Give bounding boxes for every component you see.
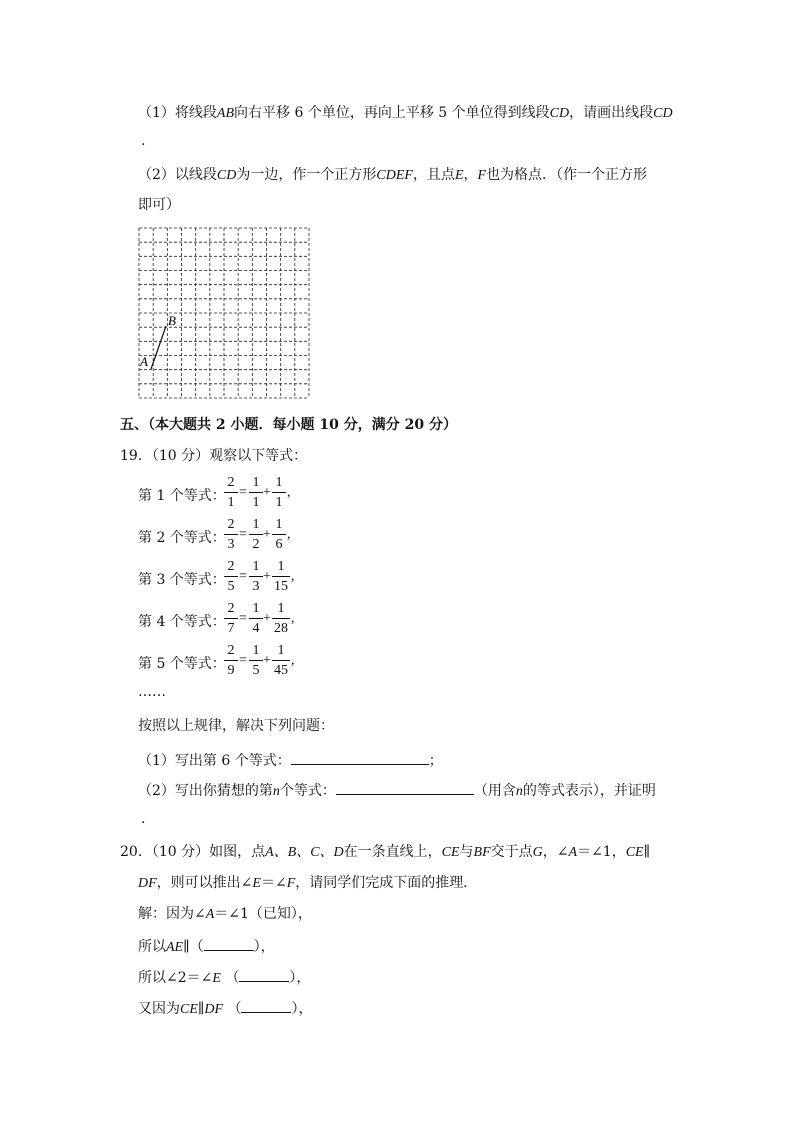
q20-line2 [138, 874, 477, 893]
numerator: 2 [227, 517, 235, 532]
lhs-fraction [224, 516, 238, 553]
point-g: G [532, 845, 543, 860]
comma: , [287, 527, 291, 542]
denominator: 45 [274, 663, 288, 678]
denominator: 7 [227, 621, 235, 636]
text: 所以 [138, 939, 166, 955]
q19-instruction: 按照以上规律，解决下列问题： [138, 718, 334, 734]
q18-part2 [138, 166, 647, 185]
section-5-title: 五、（本大题共 2 小题．每小题 10 分，满分 20 分） [120, 417, 457, 433]
text: 的等式表示），并证明 [522, 783, 656, 799]
segment-cd: CD [653, 106, 673, 121]
plus-sign: + [263, 485, 271, 500]
segment-df: DF [204, 1002, 224, 1017]
numerator: 1 [277, 643, 285, 658]
numerator: 1 [252, 559, 260, 574]
denominator: 5 [227, 579, 235, 594]
text: ，请同学们完成下面的推理． [295, 875, 478, 891]
fraction-bar [224, 576, 238, 577]
denominator: 6 [275, 537, 283, 552]
text: 个等式： [279, 783, 336, 799]
fraction-a [249, 558, 263, 595]
fraction-bar [272, 576, 290, 577]
fraction-b [272, 600, 290, 637]
parallel-symbol: ∥ [643, 844, 651, 860]
point-b-label: B [168, 313, 176, 328]
denominator: 28 [274, 621, 288, 636]
text: ）， [289, 970, 311, 986]
fraction-b [272, 558, 290, 595]
equals-sign: = [239, 569, 247, 584]
denominator: 1 [275, 495, 283, 510]
equation-1 [138, 474, 318, 514]
text: 在一条直线上， [343, 844, 442, 860]
text: ∥（ [183, 939, 204, 955]
text: ＝∠1（已知）， [214, 906, 312, 922]
fraction-a [249, 600, 263, 637]
equals-sign: = [239, 527, 247, 542]
equation-label: 第 1 个等式： [138, 488, 226, 504]
text: ，请画出线段 [569, 105, 654, 121]
q19-sub1 [138, 750, 443, 770]
comma: , [291, 569, 295, 584]
equation-3 [138, 558, 318, 598]
numerator: 1 [252, 643, 260, 658]
fraction-bar [249, 492, 263, 493]
text: （1）将线段 [138, 105, 217, 121]
angle-a: A [205, 907, 215, 922]
fraction-bar [272, 660, 290, 661]
fraction-bar [249, 660, 263, 661]
var-n: n [515, 784, 523, 799]
q18-part1 [138, 104, 673, 123]
denominator: 1 [227, 495, 235, 510]
text: 为一边，作一个正方形 [236, 167, 377, 183]
answer-blank-6th-equation[interactable] [291, 750, 429, 765]
segment-cd: CD [216, 168, 237, 183]
text: ； [428, 753, 443, 769]
equals-sign: = [239, 653, 247, 668]
lhs-fraction [224, 600, 238, 637]
q19-sub2 [138, 780, 656, 801]
comma: , [291, 653, 295, 668]
q19-ellipsis: …… [138, 684, 166, 700]
lhs-fraction [224, 558, 238, 595]
denominator: 9 [227, 663, 235, 678]
text: ， [463, 167, 478, 183]
text: （ [225, 970, 240, 986]
answer-blank-step2[interactable] [204, 936, 254, 951]
plus-sign: + [263, 569, 271, 584]
text: ＝∠1， [577, 844, 626, 860]
denominator: 3 [252, 579, 260, 594]
equals-sign: = [239, 611, 247, 626]
text: ＝∠ [260, 875, 287, 891]
denominator: 5 [252, 663, 260, 678]
denominator: 4 [252, 621, 260, 636]
segment-ab-line [151, 326, 166, 369]
segment-bf: BF [473, 845, 491, 860]
text: ，则可以推出∠ [156, 875, 253, 891]
numerator: 1 [275, 517, 283, 532]
equation-label: 第 5 个等式： [138, 656, 226, 672]
plus-sign: + [263, 653, 271, 668]
text: （ [227, 1001, 242, 1017]
text: 也为格点．（作一个正方形 [486, 167, 648, 183]
text: 与 [459, 844, 474, 860]
fraction-bar [224, 660, 238, 661]
fraction-bar [272, 492, 286, 493]
comma: , [291, 611, 295, 626]
q19-sub2-dot: . [141, 811, 146, 827]
plus-sign: + [263, 611, 271, 626]
angle-a: A [568, 845, 578, 860]
numerator: 2 [227, 643, 235, 658]
segment-ce: CE [180, 1002, 198, 1017]
point-e: E [454, 168, 464, 183]
square-cdef: CDEF [376, 168, 413, 183]
lhs-fraction [224, 642, 238, 679]
angle-e: E [212, 971, 221, 986]
numerator: 2 [227, 601, 235, 616]
text: ，且点 [412, 167, 455, 183]
equation-5 [138, 642, 318, 682]
fraction-bar [272, 534, 286, 535]
text: （2）写出你猜想的第 [138, 783, 273, 799]
plus-sign: + [263, 527, 271, 542]
equation-2 [138, 516, 318, 556]
segment-df: DF [138, 876, 157, 891]
var-n: n [272, 784, 280, 799]
text: （用含 [473, 783, 516, 799]
q18-part1-dot: . [141, 133, 146, 149]
fraction-bar [224, 534, 238, 535]
fraction-b [272, 642, 290, 679]
point-a-label: A [140, 354, 148, 369]
text: （1）写出第 6 个等式： [138, 753, 291, 769]
denominator: 1 [252, 495, 260, 510]
answer-blank-nth-equation[interactable] [336, 780, 474, 795]
equation-4 [138, 600, 318, 640]
segment-ab: AB [216, 106, 235, 121]
segment-ce: CE [441, 845, 460, 860]
segment-ce: CE [625, 845, 644, 860]
fraction-bar [272, 618, 290, 619]
fraction-b [272, 516, 286, 553]
text: ∥ [197, 1001, 205, 1017]
fraction-bar [249, 534, 263, 535]
q19-stem: 19．（10 分）观察以下等式： [120, 448, 308, 464]
grid-figure [138, 227, 310, 399]
text: ，∠ [542, 844, 569, 860]
equation-label: 第 2 个等式： [138, 530, 226, 546]
answer-blank-step3[interactable] [239, 967, 289, 982]
q20-step4 [138, 998, 312, 1019]
numerator: 1 [277, 559, 285, 574]
text: ）， [253, 939, 275, 955]
numerator: 2 [227, 559, 235, 574]
fraction-bar [249, 576, 263, 577]
text: 解：因为∠ [138, 906, 206, 922]
equation-label: 第 3 个等式： [138, 572, 226, 588]
lhs-fraction [224, 474, 238, 511]
comma: , [287, 485, 291, 500]
equation-label: 第 4 个等式： [138, 614, 226, 630]
q20-step2 [138, 936, 275, 957]
text: 交于点 [490, 844, 533, 860]
numerator: 1 [275, 475, 283, 490]
q20-step3 [138, 967, 310, 988]
q20-line1 [120, 843, 650, 862]
answer-blank-step4[interactable] [241, 998, 291, 1013]
segment-cd: CD [549, 106, 570, 121]
equals-sign: = [239, 485, 247, 500]
fraction-a [249, 516, 263, 553]
text: 向右平移 6 个单位，再向上平移 5 个单位得到线段 [234, 105, 550, 121]
fraction-a [249, 474, 263, 511]
numerator: 2 [227, 475, 235, 490]
fraction-bar [224, 618, 238, 619]
fraction-a [249, 642, 263, 679]
points-abcd: A、B、C、D [265, 845, 344, 860]
text: ）， [291, 1001, 313, 1017]
fraction-b [272, 474, 286, 511]
denominator: 15 [274, 579, 288, 594]
denominator: 3 [227, 537, 235, 552]
text: 又因为 [138, 1001, 180, 1017]
angle-e: E [252, 876, 261, 891]
fraction-bar [224, 492, 238, 493]
text: 所以∠2＝∠ [138, 970, 213, 986]
q20-step1 [138, 905, 312, 924]
point-f: F [477, 168, 487, 183]
q18-part2-tail: 即可） [138, 197, 180, 213]
angle-f: F [286, 876, 296, 891]
numerator: 1 [252, 475, 260, 490]
segment-ae: AE [166, 940, 184, 955]
numerator: 1 [277, 601, 285, 616]
denominator: 2 [252, 537, 260, 552]
text: 20．（10 分）如图，点 [120, 844, 266, 860]
numerator: 1 [252, 601, 260, 616]
numerator: 1 [252, 517, 260, 532]
fraction-bar [249, 618, 263, 619]
text: （2）以线段 [138, 167, 217, 183]
